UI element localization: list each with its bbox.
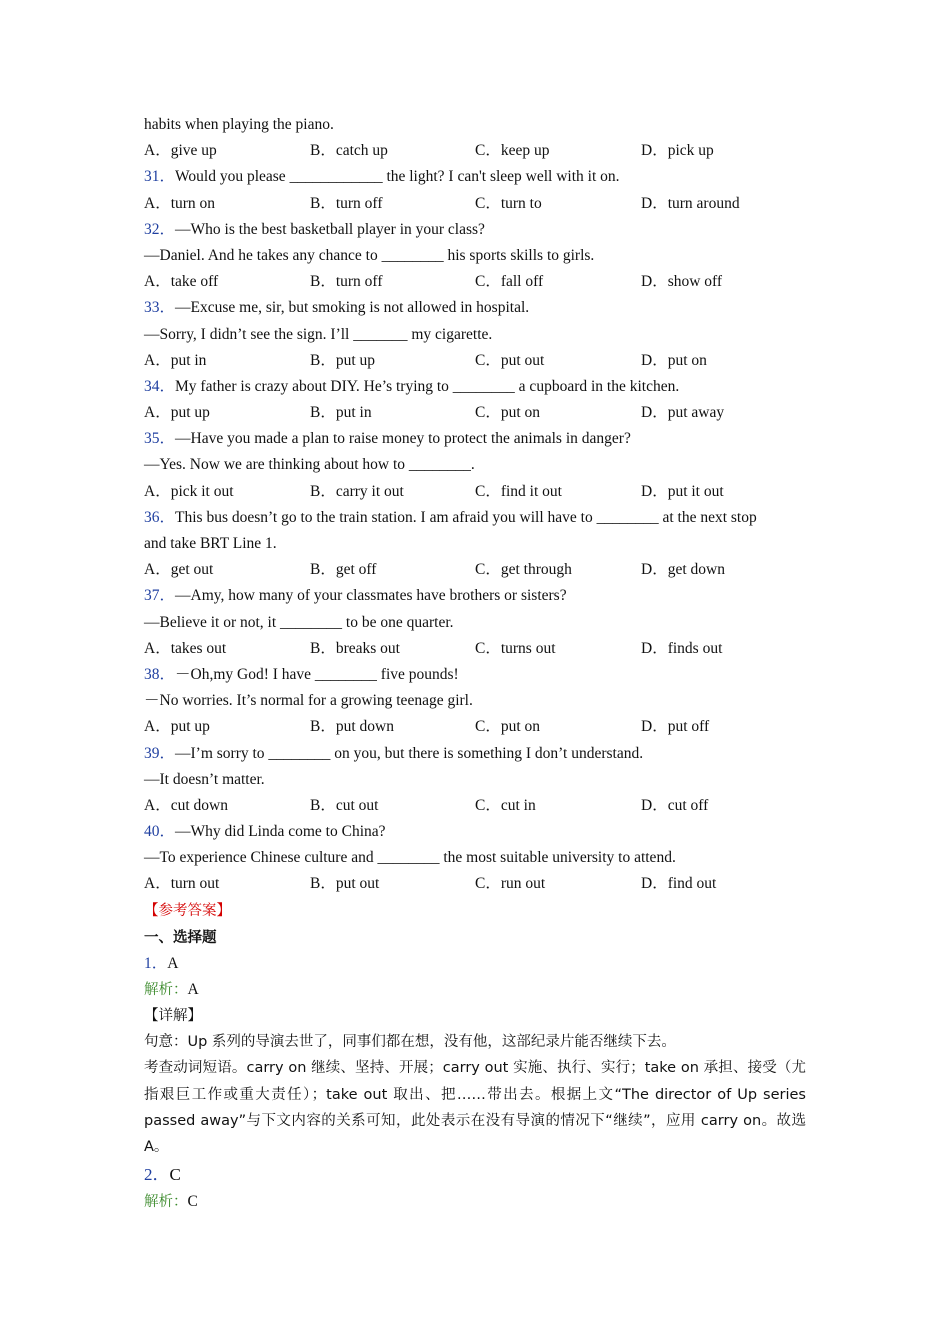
option-b: B．put out bbox=[310, 875, 380, 893]
option-c: C．put on bbox=[475, 718, 541, 736]
question-text: —Amy, how many of your classmates have brothers or sisters? bbox=[175, 587, 567, 605]
question-number: 39． bbox=[144, 744, 176, 762]
option-d: D．turn around bbox=[641, 194, 740, 212]
question-text: —Excuse me, sir, but smoking is not allowed in hospital. bbox=[175, 299, 530, 317]
question-30-options bbox=[144, 138, 810, 164]
question-text: －Oh,my God! I have ________ five pounds! bbox=[175, 665, 459, 683]
option-c: C．put on bbox=[475, 404, 541, 422]
question-number: 32． bbox=[144, 220, 176, 238]
option-a: A．pick it out bbox=[144, 482, 234, 500]
question-34 bbox=[144, 374, 810, 400]
explanation-meaning: 句意：Up 系列的导演去世了，同事们都在想，没有他，这部纪录片能否继续下去。 bbox=[144, 1034, 676, 1051]
question-39-options bbox=[144, 793, 810, 819]
option-a: A．takes out bbox=[144, 639, 227, 657]
question-35-line-2 bbox=[144, 452, 810, 478]
question-text: —Who is the best basketball player in your class? bbox=[175, 220, 485, 238]
explanation-analysis: 考查动词短语。carry on 继续、坚持、开展；carry out 实施、执行、实行；take on 承担、接受（尤指艰巨工作或重大责任）；take out 取出、把……带出去。根据上文“The director of Up series passed away”与下文内容的关系可知，此处表示在没有导演的情况下“继续”，应用 carry on。故选 A。 bbox=[144, 1060, 806, 1155]
answer-2 bbox=[144, 1160, 810, 1189]
option-d: D．put away bbox=[641, 404, 725, 422]
jiexi-label: 解析： bbox=[144, 981, 188, 998]
question-number: 31． bbox=[144, 168, 176, 186]
question-text: This bus doesn’t go to the train station. I am afraid you will have to ________ at the next stop bbox=[175, 508, 757, 526]
question-32-options bbox=[144, 269, 810, 295]
option-a: A．put up bbox=[144, 718, 210, 736]
option-a: A．cut down bbox=[144, 796, 228, 814]
option-b: B．turn off bbox=[310, 273, 383, 291]
option-d: D．finds out bbox=[641, 639, 723, 657]
question-39 bbox=[144, 741, 810, 767]
option-a: A．give up bbox=[144, 142, 217, 160]
question-text: —Why did Linda come to China? bbox=[175, 823, 386, 841]
question-number: 35． bbox=[144, 430, 176, 448]
option-a: A．turn out bbox=[144, 875, 220, 893]
option-b: B．put in bbox=[310, 404, 372, 422]
option-c: C．cut in bbox=[475, 796, 536, 814]
option-b: B．put down bbox=[310, 718, 394, 736]
question-text: and take BRT Line 1. bbox=[144, 535, 277, 552]
question-text: —Sorry, I didn’t see the sign. I’ll _______ my cigarette. bbox=[144, 325, 493, 343]
question-text: —Have you made a plan to raise money to protect the animals in danger? bbox=[175, 430, 631, 448]
option-b: B．get off bbox=[310, 561, 377, 579]
question-37-options bbox=[144, 636, 810, 662]
option-c: C．fall off bbox=[475, 273, 544, 291]
question-36-line-2 bbox=[144, 531, 810, 557]
option-a: A．put in bbox=[144, 351, 207, 369]
question-number: 34． bbox=[144, 377, 176, 395]
option-d: D．cut off bbox=[641, 796, 709, 814]
option-b: B．turn off bbox=[310, 194, 383, 212]
option-c: C．turns out bbox=[475, 639, 556, 657]
option-a: A．turn on bbox=[144, 194, 216, 212]
answer-1-jiexi bbox=[144, 977, 810, 1003]
option-b: B．carry it out bbox=[310, 482, 404, 500]
option-b: B．cut out bbox=[310, 796, 379, 814]
option-c: C．run out bbox=[475, 875, 546, 893]
question-33 bbox=[144, 295, 810, 321]
question-number: 33． bbox=[144, 299, 176, 317]
answer-letter: C bbox=[169, 1165, 181, 1185]
question-39-line-2 bbox=[144, 767, 810, 793]
section-title: 一、选择题 bbox=[144, 929, 217, 946]
answer-number: 1． bbox=[144, 954, 168, 972]
answer-number: 2． bbox=[144, 1165, 170, 1185]
document-page bbox=[144, 112, 810, 1215]
question-30-tail bbox=[144, 112, 810, 138]
option-d: D．find out bbox=[641, 875, 717, 893]
question-31 bbox=[144, 164, 810, 190]
question-text: －No worries. It’s normal for a growing teenage girl. bbox=[144, 692, 473, 710]
question-38-line-2 bbox=[144, 688, 810, 714]
question-text: —To experience Chinese culture and ________ the most suitable university to attend. bbox=[144, 849, 676, 867]
option-c: C．keep up bbox=[475, 142, 550, 160]
jiexi-value: A bbox=[187, 980, 199, 998]
option-b: B．breaks out bbox=[310, 639, 400, 657]
question-text: My father is crazy about DIY. He’s trying to ________ a cupboard in the kitchen. bbox=[175, 377, 680, 395]
question-40-options bbox=[144, 871, 810, 897]
option-c: C．put out bbox=[475, 351, 545, 369]
question-38-options bbox=[144, 714, 810, 740]
question-37-line-2 bbox=[144, 610, 810, 636]
question-text: —Daniel. And he takes any chance to ________ his sports skills to girls. bbox=[144, 246, 595, 264]
question-32-line-2 bbox=[144, 243, 810, 269]
detail-label: 【详解】 bbox=[144, 1008, 202, 1024]
question-33-line-2 bbox=[144, 322, 810, 348]
option-d: D．put off bbox=[641, 718, 710, 736]
question-text: —It doesn’t matter. bbox=[144, 770, 265, 788]
answer-key-title: 【参考答案】 bbox=[144, 902, 231, 919]
answer-letter: A bbox=[167, 954, 179, 972]
option-c: C．turn to bbox=[475, 194, 542, 212]
question-number: 38． bbox=[144, 665, 176, 683]
option-c: C．find it out bbox=[475, 482, 562, 500]
option-b: B．put up bbox=[310, 351, 376, 369]
question-32 bbox=[144, 217, 810, 243]
question-number: 37． bbox=[144, 587, 176, 605]
option-d: D．pick up bbox=[641, 142, 714, 160]
option-d: D．put it out bbox=[641, 482, 724, 500]
option-a: A．get out bbox=[144, 561, 214, 579]
question-text: —I’m sorry to ________ on you, but there is something I don’t understand. bbox=[175, 744, 644, 762]
question-35-options bbox=[144, 479, 810, 505]
question-31-options bbox=[144, 191, 810, 217]
question-number: 40． bbox=[144, 823, 176, 841]
option-d: D．get down bbox=[641, 561, 725, 579]
question-34-options bbox=[144, 400, 810, 426]
question-40-line-2 bbox=[144, 845, 810, 871]
answer-1 bbox=[144, 951, 810, 977]
option-b: B．catch up bbox=[310, 142, 388, 160]
question-text: —Yes. Now we are thinking about how to ________. bbox=[144, 456, 475, 474]
question-33-options bbox=[144, 348, 810, 374]
question-38 bbox=[144, 662, 810, 688]
question-text: habits when playing the piano. bbox=[144, 116, 334, 133]
question-text: —Believe it or not, it ________ to be one quarter. bbox=[144, 613, 454, 631]
answer-2-jiexi bbox=[144, 1189, 810, 1215]
option-a: A．take off bbox=[144, 273, 219, 291]
question-36-options bbox=[144, 557, 810, 583]
jiexi-label: 解析： bbox=[144, 1194, 188, 1211]
question-40 bbox=[144, 819, 810, 845]
option-c: C．get through bbox=[475, 561, 572, 579]
question-35 bbox=[144, 426, 810, 452]
option-d: D．put on bbox=[641, 351, 707, 369]
question-37 bbox=[144, 583, 810, 609]
question-text: Would you please ____________ the light? I can't sleep well with it on. bbox=[175, 168, 620, 186]
jiexi-value: C bbox=[187, 1193, 198, 1211]
question-number: 36． bbox=[144, 508, 176, 526]
option-d: D．show off bbox=[641, 273, 723, 291]
option-a: A．put up bbox=[144, 404, 210, 422]
question-36 bbox=[144, 505, 810, 531]
